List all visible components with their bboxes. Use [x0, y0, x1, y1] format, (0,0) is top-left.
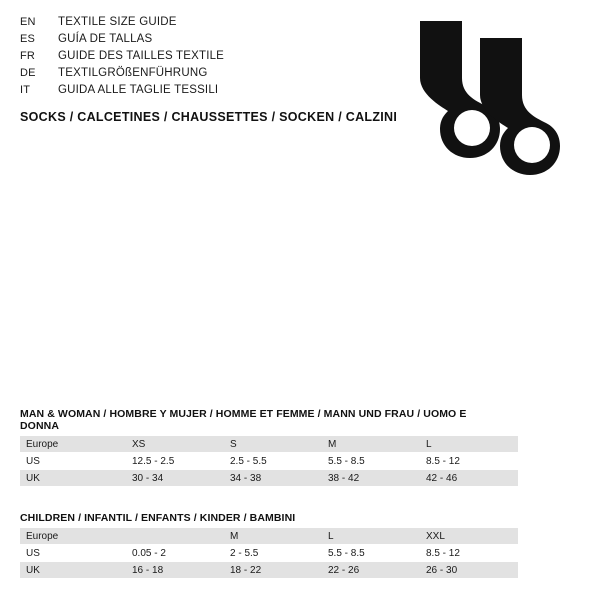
table-header-cell: L — [322, 528, 420, 545]
table-cell: 5.5 - 8.5 — [322, 453, 420, 470]
language-text: TEXTILE SIZE GUIDE — [58, 16, 177, 28]
table-cell: 42 - 46 — [420, 470, 518, 487]
table-caption: MAN & WOMAN / HOMBRE Y MUJER / HOMME ET FEMME / MANN UND FRAU / UOMO E DONNA — [20, 408, 467, 432]
table-cell: 2.5 - 5.5 — [224, 453, 322, 470]
table-cell: 8.5 - 12 — [420, 453, 518, 470]
size-table-man-woman — [20, 436, 518, 487]
table-row — [20, 528, 518, 545]
table-cell: 0.05 - 2 — [126, 545, 224, 562]
language-row — [20, 48, 350, 65]
table-header-cell: S — [224, 436, 322, 453]
table-cell: 26 - 30 — [420, 562, 518, 579]
table-header-cell: Europe — [20, 436, 126, 453]
table-row — [20, 436, 518, 453]
table-row — [20, 453, 518, 470]
language-code: DE — [20, 67, 36, 79]
socks-pair-icon — [400, 16, 570, 176]
table-cell: 8.5 - 12 — [420, 545, 518, 562]
language-text: GUÍA DE TALLAS — [58, 33, 153, 45]
table-cell: 5.5 - 8.5 — [322, 545, 420, 562]
language-code: EN — [20, 16, 36, 28]
language-row — [20, 31, 350, 48]
row-label: US — [20, 545, 126, 562]
table-row — [20, 562, 518, 579]
table-cell: 34 - 38 — [224, 470, 322, 487]
page-title: SOCKS / CALCETINES / CHAUSSETTES / SOCKEN / CALZINI — [20, 110, 398, 124]
language-code: IT — [20, 84, 31, 96]
language-code: FR — [20, 50, 36, 62]
table-caption: CHILDREN / INFANTIL / ENFANTS / KINDER / BAMBINI — [20, 512, 296, 524]
table-section-children — [20, 512, 490, 579]
language-text: GUIDA ALLE TAGLIE TESSILI — [58, 84, 219, 96]
language-row — [20, 14, 350, 31]
row-label: US — [20, 453, 126, 470]
row-label: UK — [20, 470, 126, 487]
table-cell: 30 - 34 — [126, 470, 224, 487]
table-cell: 16 - 18 — [126, 562, 224, 579]
table-header-cell: M — [224, 528, 322, 545]
table-header-cell: XXL — [420, 528, 518, 545]
language-code: ES — [20, 33, 36, 45]
row-label: UK — [20, 562, 126, 579]
table-cell: 22 - 26 — [322, 562, 420, 579]
table-row — [20, 545, 518, 562]
language-row — [20, 82, 350, 99]
table-header-cell: M — [322, 436, 420, 453]
table-cell: 38 - 42 — [322, 470, 420, 487]
language-text: TEXTILGRÖßENFÜHRUNG — [58, 67, 208, 79]
table-section-man-woman — [20, 408, 490, 487]
table-cell: 2 - 5.5 — [224, 545, 322, 562]
table-header-cell: Europe — [20, 528, 126, 545]
table-cell: 12.5 - 2.5 — [126, 453, 224, 470]
table-header-cell — [126, 528, 224, 545]
table-header-cell: L — [420, 436, 518, 453]
size-table-children — [20, 528, 518, 579]
table-row — [20, 470, 518, 487]
language-text: GUIDE DES TAILLES TEXTILE — [58, 50, 225, 62]
language-row — [20, 65, 350, 82]
language-list — [20, 14, 350, 99]
table-cell: 18 - 22 — [224, 562, 322, 579]
table-header-cell: XS — [126, 436, 224, 453]
